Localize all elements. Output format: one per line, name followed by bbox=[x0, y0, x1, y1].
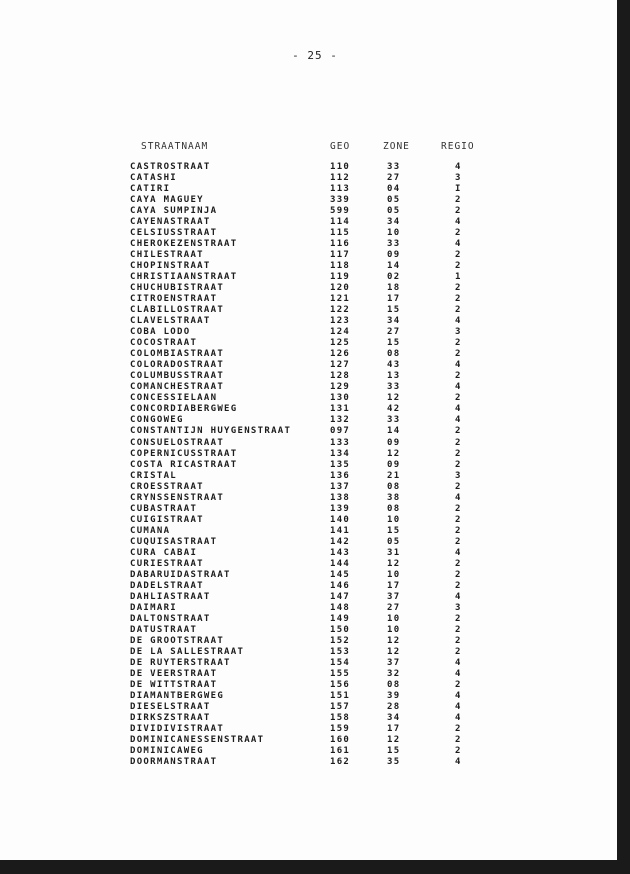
geo-code: 127 bbox=[330, 360, 351, 371]
geo-code: 158 bbox=[330, 713, 351, 723]
regio-code: 2 bbox=[455, 724, 462, 735]
regio-code: 2 bbox=[455, 426, 462, 437]
table-row bbox=[0, 316, 617, 327]
regio-code: 2 bbox=[455, 735, 462, 746]
street-name: CITROENSTRAAT bbox=[130, 294, 218, 305]
zone-code: 15 bbox=[387, 746, 401, 757]
geo-code: 112 bbox=[330, 173, 351, 184]
regio-code: 2 bbox=[455, 746, 462, 757]
regio-code: 3 bbox=[455, 327, 462, 338]
table-row bbox=[0, 239, 617, 250]
regio-code: 3 bbox=[455, 173, 462, 184]
street-name: DOORMANSTRAAT bbox=[130, 757, 218, 768]
zone-code: 33 bbox=[387, 162, 401, 172]
zone-code: 27 bbox=[387, 602, 401, 613]
zone-code: 05 bbox=[387, 206, 401, 217]
zone-code: 10 bbox=[387, 228, 401, 239]
regio-code: 2 bbox=[455, 371, 462, 382]
regio-code: 2 bbox=[455, 195, 462, 206]
regio-code: 4 bbox=[455, 162, 462, 172]
street-name: CONSTANTIJN HUYGENSTRAAT bbox=[130, 426, 292, 437]
table-row bbox=[0, 338, 617, 349]
street-name: CONGOWEG bbox=[130, 415, 184, 426]
table-row bbox=[0, 691, 617, 702]
regio-code: 2 bbox=[455, 525, 462, 536]
zone-code: 17 bbox=[387, 294, 401, 305]
street-name: COCOSTRAAT bbox=[130, 338, 198, 349]
regio-code: 4 bbox=[455, 239, 462, 250]
street-name: DALTONSTRAAT bbox=[130, 613, 211, 624]
street-name: CONSUELOSTRAAT bbox=[130, 437, 225, 448]
street-name: COPERNICUSSTRAAT bbox=[130, 448, 238, 459]
regio-code: 2 bbox=[455, 305, 462, 316]
zone-code: 08 bbox=[387, 349, 401, 360]
zone-code: 12 bbox=[387, 393, 401, 404]
geo-code: 151 bbox=[330, 690, 351, 701]
regio-code: 2 bbox=[455, 206, 462, 217]
geo-code: 113 bbox=[330, 184, 351, 195]
zone-code: 12 bbox=[387, 558, 401, 569]
street-name: DADELSTRAAT bbox=[130, 580, 204, 591]
regio-code: 2 bbox=[455, 536, 462, 547]
table-row bbox=[0, 570, 617, 581]
zone-code: 39 bbox=[387, 690, 401, 701]
geo-code: 156 bbox=[330, 679, 351, 690]
zone-code: 09 bbox=[387, 459, 401, 470]
table-row bbox=[0, 482, 617, 493]
geo-code: 097 bbox=[330, 426, 351, 437]
geo-code: 136 bbox=[330, 470, 351, 481]
zone-code: 42 bbox=[387, 404, 401, 415]
street-name: CROESSTRAAT bbox=[130, 481, 204, 492]
geo-code: 144 bbox=[330, 558, 351, 569]
street-name: DIRKSZSTRAAT bbox=[130, 713, 211, 723]
street-name: CATIRI bbox=[130, 184, 171, 195]
zone-code: 12 bbox=[387, 448, 401, 459]
regio-code: 2 bbox=[455, 503, 462, 514]
table-row bbox=[0, 581, 617, 592]
table-row bbox=[0, 371, 617, 382]
table-row bbox=[0, 625, 617, 636]
street-name: CELSIUSSTRAAT bbox=[130, 228, 218, 239]
street-name: DIESELSTRAAT bbox=[130, 701, 211, 712]
regio-code: 3 bbox=[455, 602, 462, 613]
table-row bbox=[0, 680, 617, 691]
zone-code: 17 bbox=[387, 580, 401, 591]
table-row bbox=[0, 162, 617, 173]
street-name: CLAVELSTRAAT bbox=[130, 316, 211, 327]
geo-code: 152 bbox=[330, 635, 351, 646]
geo-code: 116 bbox=[330, 239, 351, 250]
table-row bbox=[0, 614, 617, 625]
zone-code: 31 bbox=[387, 547, 401, 558]
table-row bbox=[0, 735, 617, 746]
geo-code: 123 bbox=[330, 316, 351, 327]
regio-code: 2 bbox=[455, 558, 462, 569]
table-row bbox=[0, 250, 617, 261]
geo-code: 154 bbox=[330, 657, 351, 668]
table-row bbox=[0, 449, 617, 460]
street-name: COLUMBUSSTRAAT bbox=[130, 371, 225, 382]
zone-code: 15 bbox=[387, 525, 401, 536]
street-name: CHUCHUBISTRAAT bbox=[130, 283, 225, 294]
regio-code: 2 bbox=[455, 679, 462, 690]
zone-code: 38 bbox=[387, 492, 401, 503]
zone-code: 32 bbox=[387, 668, 401, 679]
geo-code: 159 bbox=[330, 724, 351, 735]
street-name: CRISTAL bbox=[130, 470, 178, 481]
table-row bbox=[0, 393, 617, 404]
regio-code: 4 bbox=[455, 382, 462, 393]
zone-code: 33 bbox=[387, 415, 401, 426]
street-name: DE GROOTSTRAAT bbox=[130, 635, 225, 646]
table-row bbox=[0, 228, 617, 239]
regio-code: 2 bbox=[455, 646, 462, 657]
geo-code: 140 bbox=[330, 514, 351, 525]
table-row bbox=[0, 382, 617, 393]
geo-code: 148 bbox=[330, 602, 351, 613]
geo-code: 126 bbox=[330, 349, 351, 360]
geo-code: 155 bbox=[330, 668, 351, 679]
geo-code: 142 bbox=[330, 536, 351, 547]
geo-code: 143 bbox=[330, 547, 351, 558]
street-name: CASTROSTRAAT bbox=[130, 162, 211, 172]
street-name: COSTA RICASTRAAT bbox=[130, 459, 238, 470]
street-name: DATUSTRAAT bbox=[130, 624, 198, 635]
table-row bbox=[0, 217, 617, 228]
zone-code: 10 bbox=[387, 613, 401, 624]
regio-code: 2 bbox=[455, 338, 462, 349]
table-row bbox=[0, 592, 617, 603]
geo-code: 135 bbox=[330, 459, 351, 470]
zone-code: 33 bbox=[387, 239, 401, 250]
regio-code: 2 bbox=[455, 393, 462, 404]
table-row bbox=[0, 327, 617, 338]
table-row bbox=[0, 559, 617, 570]
regio-code: 4 bbox=[455, 713, 462, 723]
zone-code: 12 bbox=[387, 635, 401, 646]
street-name: DE RUYTERSTRAAT bbox=[130, 657, 231, 668]
regio-code: 2 bbox=[455, 481, 462, 492]
street-name: DE LA SALLESTRAAT bbox=[130, 646, 245, 657]
geo-code: 110 bbox=[330, 162, 351, 172]
table-row bbox=[0, 636, 617, 647]
geo-code: 157 bbox=[330, 701, 351, 712]
table-row bbox=[0, 746, 617, 757]
geo-code: 129 bbox=[330, 382, 351, 393]
geo-code: 131 bbox=[330, 404, 351, 415]
street-name: CHOPINSTRAAT bbox=[130, 261, 211, 272]
geo-code: 125 bbox=[330, 338, 351, 349]
geo-code: 120 bbox=[330, 283, 351, 294]
geo-code: 141 bbox=[330, 525, 351, 536]
regio-code: 2 bbox=[455, 624, 462, 635]
table-row bbox=[0, 647, 617, 658]
geo-code: 122 bbox=[330, 305, 351, 316]
street-name: DIAMANTBERGWEG bbox=[130, 690, 225, 701]
street-name: CAYA SUMPINJA bbox=[130, 206, 218, 217]
table-row bbox=[0, 504, 617, 515]
street-name: CATASHI bbox=[130, 173, 178, 184]
regio-code: 4 bbox=[455, 415, 462, 426]
zone-code: 15 bbox=[387, 338, 401, 349]
zone-code: 10 bbox=[387, 624, 401, 635]
geo-code: 119 bbox=[330, 272, 351, 283]
geo-code: 133 bbox=[330, 437, 351, 448]
geo-code: 147 bbox=[330, 591, 351, 602]
table-row bbox=[0, 283, 617, 294]
regio-code: 4 bbox=[455, 668, 462, 679]
street-name: CAYENASTRAAT bbox=[130, 217, 211, 228]
regio-code: 1 bbox=[455, 272, 462, 283]
geo-code: 149 bbox=[330, 613, 351, 624]
regio-code: 4 bbox=[455, 591, 462, 602]
table-row bbox=[0, 195, 617, 206]
geo-code: 145 bbox=[330, 569, 351, 580]
table-row bbox=[0, 493, 617, 504]
table-row bbox=[0, 272, 617, 283]
zone-code: 12 bbox=[387, 646, 401, 657]
street-name: CHEROKEZENSTRAAT bbox=[130, 239, 238, 250]
table-row bbox=[0, 713, 617, 724]
geo-code: 132 bbox=[330, 415, 351, 426]
regio-code: 4 bbox=[455, 757, 462, 768]
zone-code: 14 bbox=[387, 426, 401, 437]
regio-code: I bbox=[455, 184, 462, 195]
header-geo: GEO bbox=[330, 141, 351, 152]
regio-code: 2 bbox=[455, 349, 462, 360]
street-name: CONCESSIELAAN bbox=[130, 393, 218, 404]
regio-code: 3 bbox=[455, 470, 462, 481]
geo-code: 339 bbox=[330, 195, 351, 206]
zone-code: 10 bbox=[387, 569, 401, 580]
geo-code: 124 bbox=[330, 327, 351, 338]
regio-code: 2 bbox=[455, 569, 462, 580]
street-name: DE VEERSTRAAT bbox=[130, 668, 218, 679]
street-name: CHILESTRAAT bbox=[130, 250, 204, 261]
zone-code: 09 bbox=[387, 437, 401, 448]
table-row bbox=[0, 603, 617, 614]
geo-code: 160 bbox=[330, 735, 351, 746]
table-row bbox=[0, 438, 617, 449]
table-row bbox=[0, 206, 617, 217]
geo-code: 117 bbox=[330, 250, 351, 261]
zone-code: 15 bbox=[387, 305, 401, 316]
zone-code: 28 bbox=[387, 701, 401, 712]
table-row bbox=[0, 471, 617, 482]
table-row bbox=[0, 757, 617, 768]
regio-code: 2 bbox=[455, 580, 462, 591]
geo-code: 118 bbox=[330, 261, 351, 272]
zone-code: 33 bbox=[387, 382, 401, 393]
street-name: CUQUISASTRAAT bbox=[130, 536, 218, 547]
street-name: CONCORDIABERGWEG bbox=[130, 404, 238, 415]
table-row bbox=[0, 349, 617, 360]
regio-code: 2 bbox=[455, 514, 462, 525]
zone-code: 14 bbox=[387, 261, 401, 272]
street-name: DAIMARI bbox=[130, 602, 178, 613]
geo-code: 115 bbox=[330, 228, 351, 239]
street-name: CRYNSSENSTRAAT bbox=[130, 492, 225, 503]
table-row bbox=[0, 548, 617, 559]
table-row bbox=[0, 426, 617, 437]
geo-code: 161 bbox=[330, 746, 351, 757]
street-name: DIVIDIVISTRAAT bbox=[130, 724, 225, 735]
regio-code: 2 bbox=[455, 283, 462, 294]
zone-code: 34 bbox=[387, 217, 401, 228]
zone-code: 37 bbox=[387, 591, 401, 602]
geo-code: 114 bbox=[330, 217, 351, 228]
zone-code: 08 bbox=[387, 503, 401, 514]
zone-code: 27 bbox=[387, 327, 401, 338]
regio-code: 2 bbox=[455, 459, 462, 470]
regio-code: 4 bbox=[455, 657, 462, 668]
zone-code: 13 bbox=[387, 371, 401, 382]
street-name: COLOMBIASTRAAT bbox=[130, 349, 225, 360]
street-name: CHRISTIAANSTRAAT bbox=[130, 272, 238, 283]
street-name: COBA LODO bbox=[130, 327, 191, 338]
regio-code: 2 bbox=[455, 437, 462, 448]
table-row bbox=[0, 669, 617, 680]
header-straatnaam: STRAATNAAM bbox=[141, 141, 209, 152]
table-row bbox=[0, 702, 617, 713]
geo-code: 146 bbox=[330, 580, 351, 591]
regio-code: 2 bbox=[455, 261, 462, 272]
header-regio: REGIO bbox=[441, 141, 475, 152]
regio-code: 2 bbox=[455, 635, 462, 646]
table-row bbox=[0, 526, 617, 537]
street-name: DOMINICAWEG bbox=[130, 746, 204, 757]
zone-code: 08 bbox=[387, 679, 401, 690]
geo-code: 150 bbox=[330, 624, 351, 635]
zone-code: 09 bbox=[387, 250, 401, 261]
table-row bbox=[0, 360, 617, 371]
zone-code: 34 bbox=[387, 713, 401, 723]
geo-code: 137 bbox=[330, 481, 351, 492]
street-name: DOMINICANESSENSTRAAT bbox=[130, 735, 265, 746]
regio-code: 4 bbox=[455, 701, 462, 712]
zone-code: 08 bbox=[387, 481, 401, 492]
regio-code: 4 bbox=[455, 316, 462, 327]
geo-code: 138 bbox=[330, 492, 351, 503]
table-row bbox=[0, 460, 617, 471]
street-name: DABARUIDASTRAAT bbox=[130, 569, 231, 580]
table-row bbox=[0, 415, 617, 426]
zone-code: 10 bbox=[387, 514, 401, 525]
street-name: COMANCHESTRAAT bbox=[130, 382, 225, 393]
street-name: CAYA MAGUEY bbox=[130, 195, 204, 206]
regio-code: 4 bbox=[455, 492, 462, 503]
street-name: DE WITTSTRAAT bbox=[130, 679, 218, 690]
street-name: COLORADOSTRAAT bbox=[130, 360, 225, 371]
geo-code: 139 bbox=[330, 503, 351, 514]
street-name: CURA CABAI bbox=[130, 547, 198, 558]
street-name: CUMANA bbox=[130, 525, 171, 536]
zone-code: 02 bbox=[387, 272, 401, 283]
geo-code: 153 bbox=[330, 646, 351, 657]
regio-code: 4 bbox=[455, 404, 462, 415]
street-name: CLABILLOSTRAAT bbox=[130, 305, 225, 316]
page-number: - 25 - bbox=[292, 49, 338, 62]
table-row bbox=[0, 184, 617, 195]
table-row bbox=[0, 515, 617, 526]
zone-code: 04 bbox=[387, 184, 401, 195]
zone-code: 43 bbox=[387, 360, 401, 371]
geo-code: 128 bbox=[330, 371, 351, 382]
zone-code: 34 bbox=[387, 316, 401, 327]
zone-code: 12 bbox=[387, 735, 401, 746]
table-row bbox=[0, 261, 617, 272]
zone-code: 37 bbox=[387, 657, 401, 668]
geo-code: 121 bbox=[330, 294, 351, 305]
table-row bbox=[0, 173, 617, 184]
zone-code: 17 bbox=[387, 724, 401, 735]
geo-code: 130 bbox=[330, 393, 351, 404]
table-row bbox=[0, 404, 617, 415]
regio-code: 2 bbox=[455, 448, 462, 459]
geo-code: 134 bbox=[330, 448, 351, 459]
table-row bbox=[0, 294, 617, 305]
zone-code: 27 bbox=[387, 173, 401, 184]
street-name: CUBASTRAAT bbox=[130, 503, 198, 514]
table-row bbox=[0, 305, 617, 316]
regio-code: 2 bbox=[455, 613, 462, 624]
zone-code: 21 bbox=[387, 470, 401, 481]
street-name: CURIESTRAAT bbox=[130, 558, 204, 569]
zone-code: 05 bbox=[387, 536, 401, 547]
regio-code: 4 bbox=[455, 690, 462, 701]
table-row bbox=[0, 537, 617, 548]
regio-code: 4 bbox=[455, 360, 462, 371]
table-row bbox=[0, 658, 617, 669]
zone-code: 18 bbox=[387, 283, 401, 294]
regio-code: 2 bbox=[455, 294, 462, 305]
geo-code: 162 bbox=[330, 757, 351, 768]
regio-code: 4 bbox=[455, 217, 462, 228]
regio-code: 2 bbox=[455, 228, 462, 239]
street-name: DAHLIASTRAAT bbox=[130, 591, 211, 602]
geo-code: 599 bbox=[330, 206, 351, 217]
header-zone: ZONE bbox=[383, 141, 410, 152]
regio-code: 2 bbox=[455, 250, 462, 261]
table-row bbox=[0, 724, 617, 735]
street-name: CUIGISTRAAT bbox=[130, 514, 204, 525]
regio-code: 4 bbox=[455, 547, 462, 558]
zone-code: 05 bbox=[387, 195, 401, 206]
zone-code: 35 bbox=[387, 757, 401, 768]
